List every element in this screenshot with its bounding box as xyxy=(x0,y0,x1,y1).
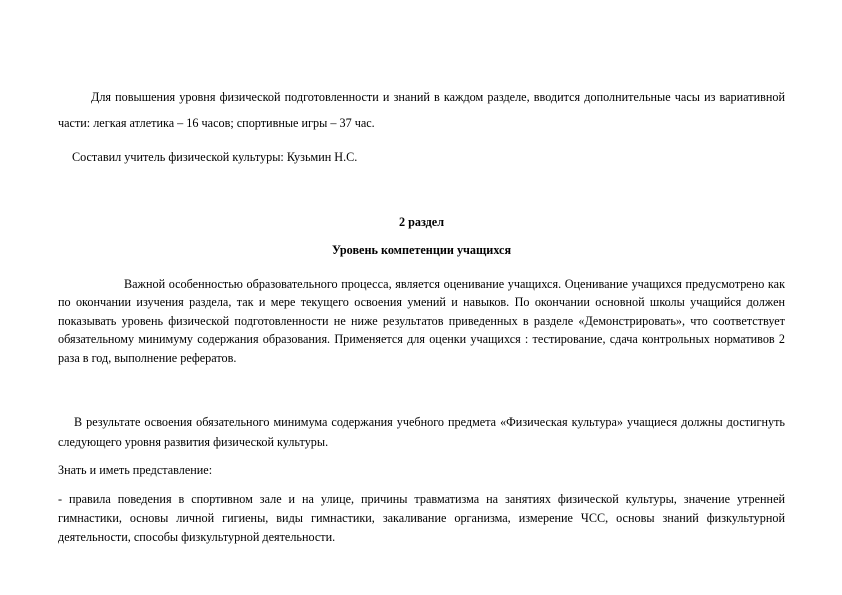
author-line: Составил учитель физической культуры: Кузьмин Н.С. xyxy=(72,150,358,164)
paragraph-assessment: Важной особенностью образовательного процесса, является оценивание учащихся. Оценивание учащихся предусмотрено как по окончании изучения раздела, так и мере текущего освоения умений и навыков. По окончании основной школы учащийся должен показывать уровень физической подготовленности не ниже результатов приведенных в разделе «Демонстрировать», что соответствует обязательному минимуму содержания образования. Применяется для оценки учащихся : тестирование, сдача контрольных нормативов 2 раза в год, выполнение рефератов. xyxy=(58,277,785,365)
section-subtitle: Уровень компетенции учащихся xyxy=(331,243,512,257)
paragraph-additional-hours: Для повышения уровня физической подготовленности и знаний в каждом разделе, вводится дополнительные часы из вариативной части: легкая атлетика – 16 часов; спортивные игры – 37 час. xyxy=(58,90,785,130)
paragraph-learning-result: В результате освоения обязательного минимума содержания учебного предмета «Физическая культура» учащиеся должны достигнуть следующего уровня развития физической культуры. xyxy=(58,415,785,449)
know-list-item: - правила поведения в спортивном зале и на улице, причины травматизма на занятиях физической культуры, значение утренней гимнастики, основы личной гигиены, виды гимнастики, закаливание организма, измерение ЧСС, основы знаний физкультурной деятельности, способы физкультурной деятельности. xyxy=(58,492,785,544)
section-title: 2 раздел xyxy=(398,215,445,229)
know-heading: Знать и иметь представление: xyxy=(58,463,213,477)
